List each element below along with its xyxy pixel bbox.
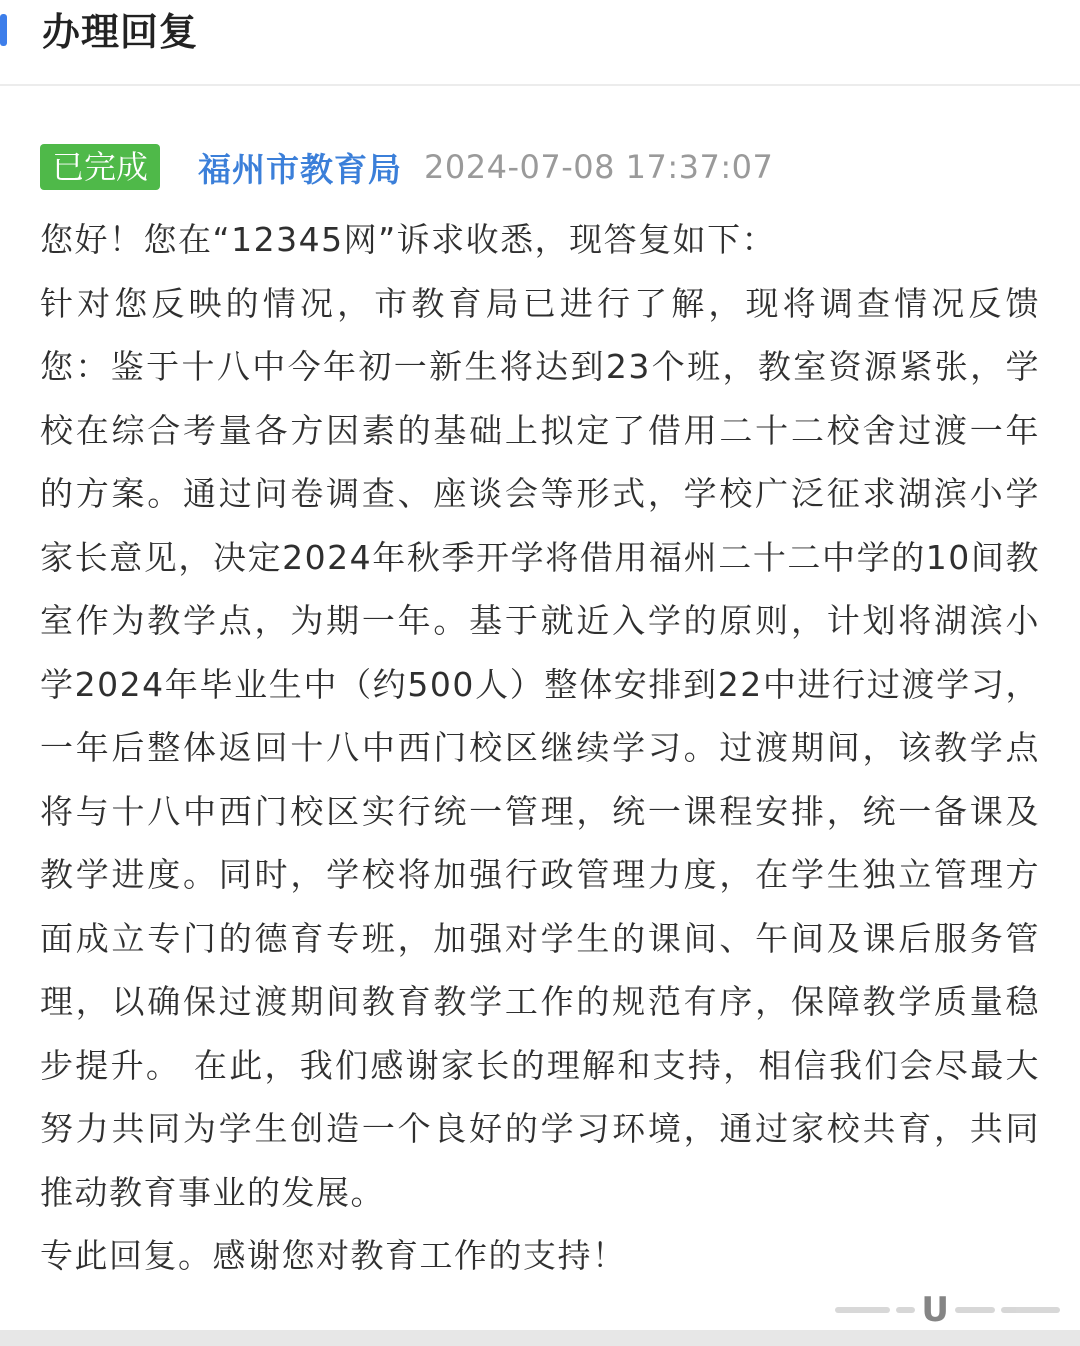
status-badge: 已完成	[40, 144, 160, 190]
watermark	[835, 1290, 1060, 1330]
reply-content	[40, 208, 1040, 1288]
watermark-bar	[896, 1307, 916, 1313]
reply-body: 针对您反映的情况，市教育局已进行了解，现将调查情况反馈您：鉴于十八中今年初一新生将达到23个班，教室资源紧张，学校在综合考量各方因素的基础上拟定了借用二十二校舍过渡一年的方案。通过问卷调查、座谈会等形式，学校广泛征求湖滨小学家长意见，决定2024年秋季开学将借用福州二十二中学的10间教室作为教学点，为期一年。基于就近入学的原则，计划将湖滨小学2024年毕业生中（约500人）整体安排到22中进行过渡学习，一年后整体返回十八中西门校区继续学习。过渡期间，该教学点将与十八中西门校区实行统一管理，统一课程安排，统一备课及教学进度。同时，学校将加强行政管理力度，在学生独立管理方面成立专门的德育专班，加强对学生的课间、午间及课后服务管理，以确保过渡期间教育教学工作的规范有序，保障教学质量稳步提升。 在此，我们感谢家长的理解和支持，相信我们会尽最大努力共同为学生创造一个良好的学习环境，通过家校共育，共同推动教育事业的发展。	[40, 283, 1040, 1212]
organization-name[interactable]: 福州市教育局	[198, 149, 403, 189]
watermark-glyph: U	[921, 1290, 949, 1330]
bottom-divider	[0, 1330, 1080, 1346]
reply-greeting: 您好！您在“12345网”诉求收悉，现答复如下：	[40, 220, 777, 259]
reply-closing: 专此回复。感谢您对教育工作的支持！	[40, 1236, 627, 1275]
watermark-bar	[955, 1307, 995, 1313]
header-accent-bar	[0, 14, 7, 46]
page-title: 办理回复	[42, 10, 199, 54]
watermark-bar	[835, 1307, 890, 1313]
section-header	[0, 0, 1080, 86]
watermark-bar	[1001, 1307, 1060, 1313]
reply-meta	[40, 143, 773, 191]
reply-timestamp: 2024-07-08 17:37:07	[424, 148, 774, 186]
